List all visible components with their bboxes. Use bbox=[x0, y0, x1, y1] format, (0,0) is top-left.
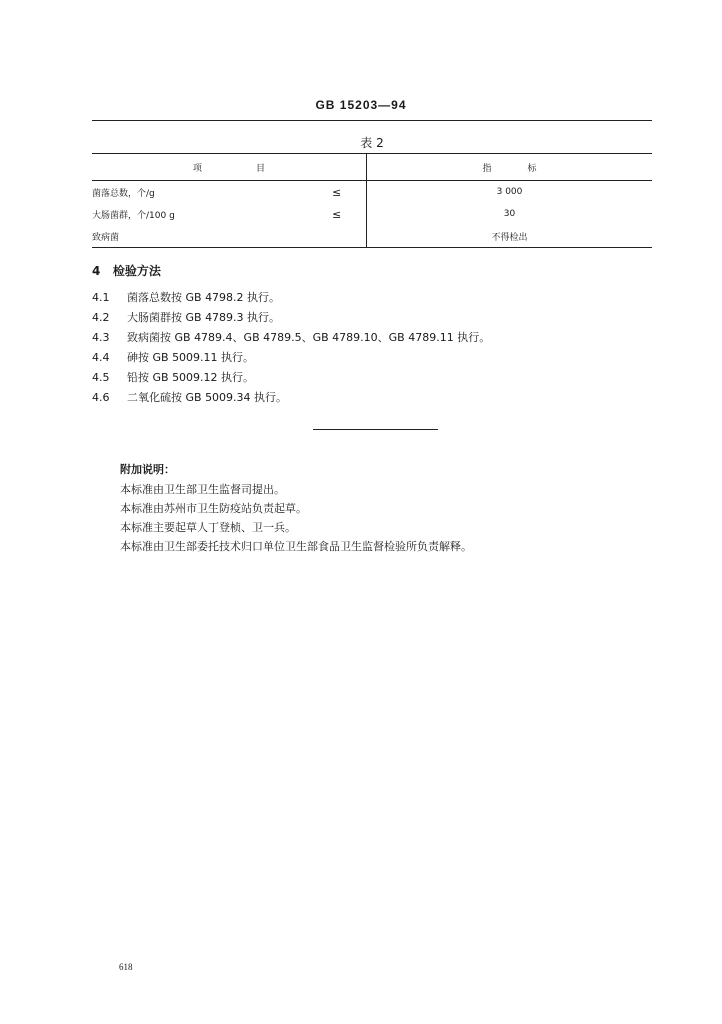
item-number: 4.3 bbox=[92, 331, 110, 344]
item-text: 大肠菌群按 GB 4789.3 执行。 bbox=[127, 311, 281, 324]
spec-table bbox=[92, 153, 652, 248]
header-value: 指 标 bbox=[367, 154, 653, 181]
note-item: 本标准由卫生部委托技术归口单位卫生部食品卫生监督检验所负责解释。 bbox=[120, 540, 472, 553]
list-item bbox=[92, 328, 490, 348]
section-number: 4 bbox=[92, 264, 101, 278]
section-heading bbox=[92, 262, 161, 279]
table-caption: 表 2 bbox=[360, 136, 384, 150]
note-item: 本标准由苏州市卫生防疫站负责起草。 bbox=[120, 502, 307, 515]
method-list bbox=[92, 288, 490, 408]
item-number: 4.1 bbox=[92, 291, 110, 304]
section-title: 检验方法 bbox=[112, 264, 161, 278]
row-item: 致病菌 bbox=[92, 225, 332, 248]
header-item: 项 目 bbox=[92, 154, 367, 181]
row-value: 30 bbox=[367, 203, 653, 225]
table-row bbox=[92, 181, 652, 204]
list-item bbox=[92, 368, 490, 388]
note-item: 本标准主要起草人丁登桢、卫一兵。 bbox=[120, 521, 296, 534]
table-row bbox=[92, 203, 652, 225]
item-number: 4.4 bbox=[92, 351, 110, 364]
page-number: 618 bbox=[119, 962, 133, 972]
row-item: 菌落总数，个/g bbox=[92, 188, 155, 199]
table-row bbox=[92, 225, 652, 248]
section-divider bbox=[313, 429, 438, 430]
list-item bbox=[92, 308, 490, 328]
row-relation: ≤ bbox=[332, 185, 342, 199]
item-number: 4.5 bbox=[92, 371, 110, 384]
notes-list bbox=[120, 480, 472, 556]
list-item bbox=[92, 348, 490, 368]
row-relation: ≤ bbox=[332, 207, 342, 221]
item-text: 致病菌按 GB 4789.4、GB 4789.5、GB 4789.10、GB 4789.11 执行。 bbox=[127, 331, 491, 344]
list-item bbox=[92, 288, 490, 308]
item-text: 菌落总数按 GB 4798.2 执行。 bbox=[127, 291, 281, 304]
note-item: 本标准由卫生部卫生监督司提出。 bbox=[120, 483, 285, 496]
list-item bbox=[92, 388, 490, 408]
header-rule bbox=[92, 120, 652, 121]
notes-title: 附加说明： bbox=[120, 463, 175, 476]
item-text: 砷按 GB 5009.11 执行。 bbox=[127, 351, 255, 364]
item-number: 4.6 bbox=[92, 391, 110, 404]
row-value: 3 000 bbox=[367, 181, 653, 204]
standard-number: GB 15203—94 bbox=[315, 98, 407, 112]
item-text: 二氧化硫按 GB 5009.34 执行。 bbox=[127, 391, 288, 404]
row-item: 大肠菌群，个/100 g bbox=[92, 210, 175, 221]
item-number: 4.2 bbox=[92, 311, 110, 324]
row-relation bbox=[332, 225, 367, 248]
table-header-row bbox=[92, 154, 652, 181]
item-text: 铅按 GB 5009.12 执行。 bbox=[127, 371, 255, 384]
row-value: 不得检出 bbox=[367, 225, 653, 248]
